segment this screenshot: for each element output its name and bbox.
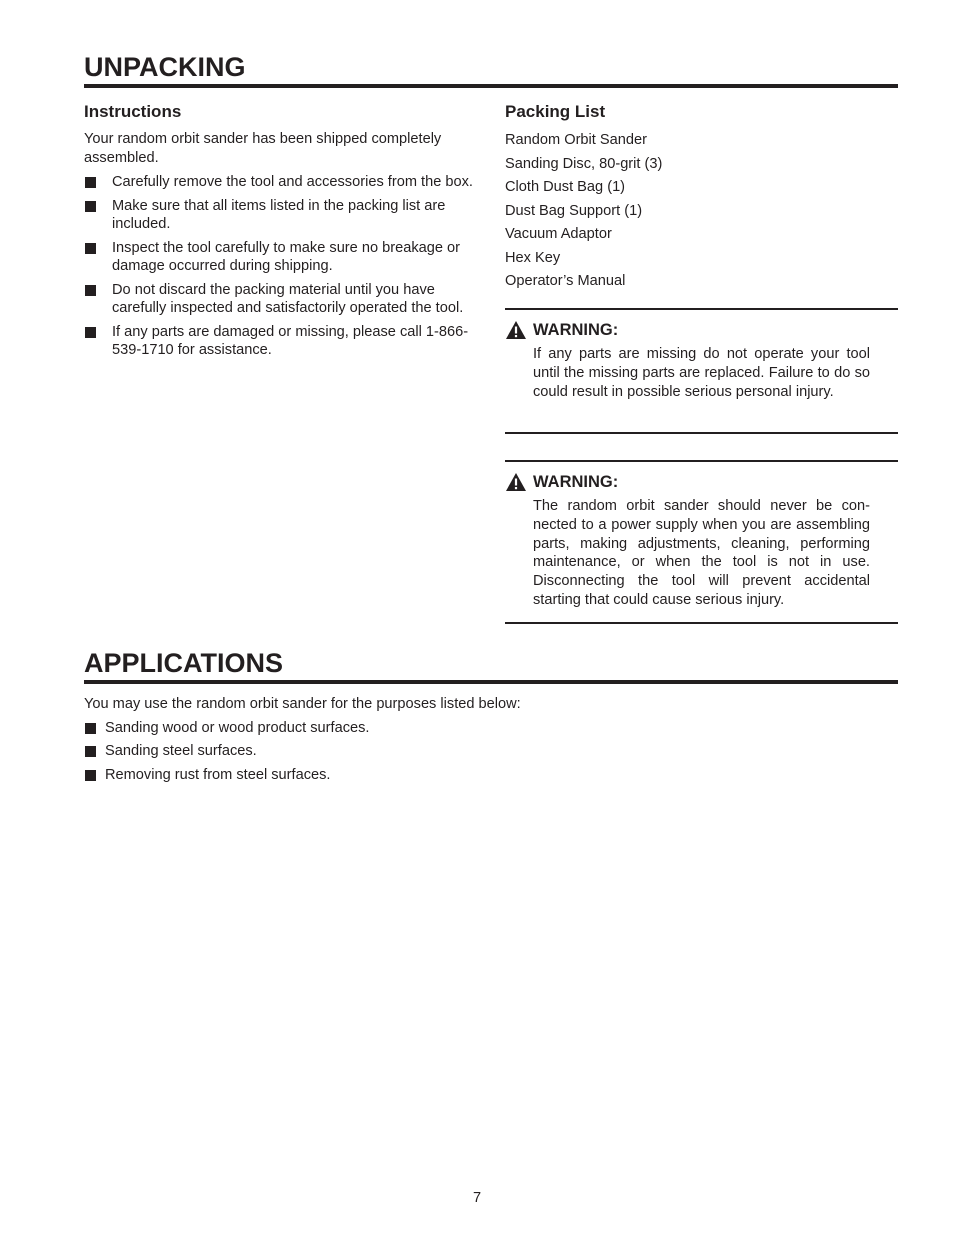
- applications-title: APPLICATIONS: [84, 648, 898, 684]
- applications-list: [84, 719, 898, 785]
- warning-header: [505, 319, 618, 341]
- warning-triangle-icon: [505, 472, 527, 492]
- packing-list-section: [505, 102, 898, 294]
- packing-list-item: Dust Bag Support (1): [505, 202, 643, 219]
- warning-label: WARNING:: [533, 320, 619, 339]
- list-item-text: Inspect the tool carefully to make sure no breakage or damage occurred during shipping.: [112, 239, 461, 274]
- square-bullet-icon: [85, 723, 96, 734]
- list-item: [84, 173, 482, 192]
- instructions-section: [84, 102, 482, 365]
- list-item-text: Carefully remove the tool and accessories from the box.: [112, 174, 473, 190]
- list-item: [84, 766, 898, 785]
- packing-list-heading: Packing List: [505, 102, 606, 121]
- square-bullet-icon: [85, 327, 96, 338]
- instructions-list: [84, 173, 482, 360]
- list-item: [84, 197, 482, 234]
- square-bullet-icon: [85, 285, 96, 296]
- unpacking-title: UNPACKING: [84, 52, 898, 88]
- instructions-intro: Your random orbit sander has been shipped completely assembled.: [84, 131, 442, 166]
- packing-list-item: Vacuum Adaptor: [505, 226, 612, 242]
- list-item-text: Sanding steel surfaces.: [105, 743, 257, 759]
- packing-list-item: Sanding Disc, 80-grit (3): [505, 155, 663, 172]
- list-item: [84, 742, 898, 761]
- square-bullet-icon: [85, 201, 96, 212]
- page-number: 7: [472, 1190, 482, 1206]
- list-item: [84, 719, 898, 738]
- applications-section: [84, 695, 898, 789]
- list-item-text: Removing rust from steel surfaces.: [105, 766, 331, 783]
- warning-box-power-supply: [505, 460, 898, 624]
- list-item-text: Make sure that all items listed in the packing list are included.: [112, 197, 446, 232]
- warning-box-missing-parts: [505, 308, 898, 434]
- instructions-heading: Instructions: [84, 102, 182, 121]
- square-bullet-icon: [85, 746, 96, 757]
- list-item: [84, 239, 482, 276]
- packing-list: [505, 129, 898, 294]
- square-bullet-icon: [85, 243, 96, 254]
- warning-text: The random orbit sander should never be connected to a power supply when you are assembling parts, making adjustments, cleaning, performing maintenance, or when the tool is not in use. Disconnecting the tool will prevent accidental starting that could cause serious injury.: [533, 498, 870, 608]
- list-item-text: Sanding wood or wood product surfaces.: [105, 719, 370, 736]
- applications-intro: You may use the random orbit sander for the purposes listed below:: [84, 696, 521, 712]
- list-item: [84, 281, 482, 318]
- square-bullet-icon: [85, 177, 96, 188]
- warning-label: WARNING:: [533, 472, 619, 491]
- list-item-text: If any parts are damaged or missing, please call 1-866-539-1710 for assistance.: [112, 323, 469, 358]
- warning-triangle-icon: [505, 320, 527, 340]
- packing-list-item: Random Orbit Sander: [505, 132, 647, 148]
- square-bullet-icon: [85, 770, 96, 781]
- packing-list-item: Operator’s Manual: [505, 273, 626, 289]
- warning-text: If any parts are missing do not operate your tool until the missing parts are replaced. Failure to do so could result in possible serious personal injury.: [533, 346, 870, 400]
- warning-header: [505, 471, 618, 493]
- list-item: [84, 323, 482, 360]
- packing-list-item: Cloth Dust Bag (1): [505, 179, 626, 195]
- list-item-text: Do not discard the packing material until you have carefully inspected and satisfactorily operated the tool.: [112, 281, 464, 316]
- packing-list-item: Hex Key: [505, 249, 561, 266]
